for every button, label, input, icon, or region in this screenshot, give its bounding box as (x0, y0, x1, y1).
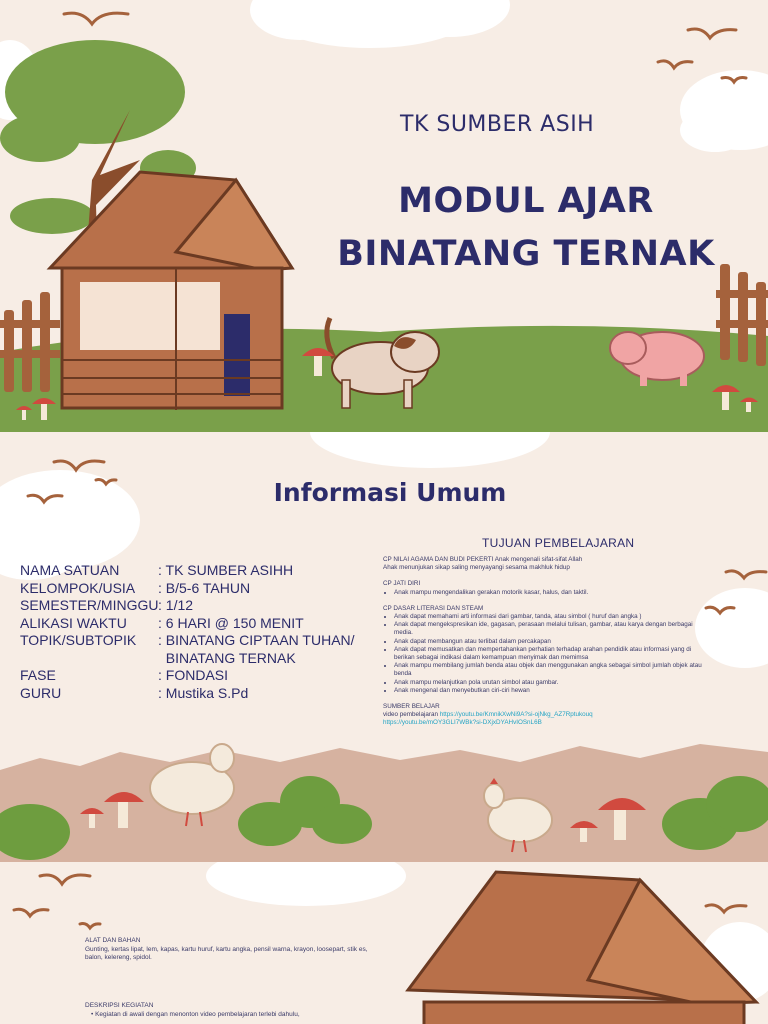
info-value: : FONDASI (158, 667, 229, 683)
sumber-prefix: video pembelajaran (383, 711, 440, 719)
tujuan-content (383, 556, 708, 736)
info-label: GURU (20, 684, 62, 701)
cp-agama-body: Ahak menunjukan sikap saling menyayangi sesama makhluk hidup (383, 564, 570, 572)
info-value: : TK SUMBER ASIHH (158, 562, 294, 578)
title-line-2: BINATANG TERNAK (337, 234, 715, 274)
info-row (20, 632, 358, 650)
cover-slide (0, 0, 768, 432)
list-item: • Anak dapat mengekspresikan ide, gagasan, perasaan melalui tulisan, gambar, atau karya dengan berbagai media. (394, 621, 708, 637)
info-value: : B/5-6 TAHUN (158, 579, 251, 596)
info-value: BINATANG TERNAK (158, 649, 296, 666)
list-item: • Anak mampu membilang jumlah benda atau objek dan menggunakan angka sebagai simbol jumlah objek atau benda (394, 662, 708, 678)
list-item: • Anak mengenal dan menyebutkan ciri-ciri hewan (394, 687, 708, 695)
sumber-heading: SUMBER BELAJAR (383, 703, 440, 711)
info-label: ALIKASI WAKTU (20, 614, 127, 631)
info-row (20, 650, 358, 668)
list-item: • Anak dapat memahami arti informasi dari gambar, tanda, atau simbol ( huruf dan angka ) (394, 613, 708, 621)
info-label: NAMA SATUAN (20, 562, 120, 578)
video-link-1[interactable]: https://youtu.be/KmnikXwNi9A?si-ojNkg_AZ7Rptukouq (439, 711, 593, 719)
alat-block (85, 937, 375, 963)
info-row (20, 597, 358, 615)
school-name: TK SUMBER ASIH (400, 112, 595, 137)
video-link-2[interactable]: https://youtu.be/mOY3GLI7WBk?si-DXjxDYAHvIOSnL6B (383, 719, 542, 727)
tujuan-heading: TUJUAN PEMBELAJARAN (482, 536, 635, 550)
ground-strip (0, 744, 768, 862)
info-row (20, 667, 358, 685)
info-value: : 1/12 (158, 597, 194, 613)
cp-agama-heading: CP NILAI AGAMA DAN BUDI PEKERTI Anak mengenali sifat-sifat Allah (383, 556, 583, 563)
info-row (20, 562, 358, 580)
deskripsi-heading: DESKRIPSI KEGIATAN (85, 1002, 154, 1009)
info-label: KELOMPOK/USIA (20, 579, 136, 596)
kegiatan-slide (0, 862, 768, 1024)
info-label: TOPIK/SUBTOPIK (20, 632, 137, 648)
info-table (20, 562, 358, 702)
list-item: • Anak mampu melanjutkan pola urutan simbol atau gambar. (394, 679, 708, 687)
cp-literasi-block (383, 605, 708, 695)
info-row (20, 580, 358, 598)
title-line-1: MODUL AJAR (398, 181, 654, 221)
section-title: Informasi Umum (273, 478, 507, 507)
info-label (20, 650, 158, 668)
info-label: SEMESTER/MINGGU (20, 597, 159, 613)
info-row (20, 615, 358, 633)
cp-jati-heading: CP JATI DIRI (383, 580, 421, 588)
info-value: : Mustika S.Pd (158, 684, 249, 701)
alat-heading: ALAT DAN BAHAN (85, 937, 141, 944)
deskripsi-item: Kegiatan di awali dengan menonton video pembelajaran terlebi dahulu, (95, 1010, 300, 1018)
info-label: FASE (20, 667, 56, 683)
info-value: : BINATANG CIPTAAN TUHAN/ (158, 632, 355, 648)
list-item: • Anak dapat membangun atau terlibat dalam percakapan (394, 638, 708, 646)
cp-literasi-heading: CP DASAR LITERASI DAN STEAM (383, 604, 484, 612)
sumber-block (383, 703, 708, 728)
list-item: • Anak dapat memusatkan dan mempertahankan perhatian terhadap arahan pendidik atau informasi yang di berikan sebagai indikasi dalam kemampuan menyimak dan memimsa (394, 646, 708, 662)
info-value: : 6 HARI @ 150 MENIT (158, 614, 304, 631)
deskripsi-block (85, 1002, 375, 1019)
alat-body: Gunting, kertas lipat, lem, kapas, kartu huruf, kartu angka, pensil warna, krayon, loosepart, stik es, balon, kelereng, spidol. (85, 945, 368, 961)
cp-agama-block (383, 556, 708, 572)
list-item: • Kegiatan di awali dengan menonton video pembelajaran terlebi dahulu, (91, 1010, 300, 1018)
info-row (20, 685, 358, 703)
list-item: • Anak mampu mengendalikan gerakan motorik kasar, halus, dan taktil. (394, 589, 708, 597)
cp-jati-block (383, 580, 708, 596)
page-title (286, 175, 766, 281)
coop-icon (408, 872, 756, 1024)
info-slide (0, 432, 768, 862)
